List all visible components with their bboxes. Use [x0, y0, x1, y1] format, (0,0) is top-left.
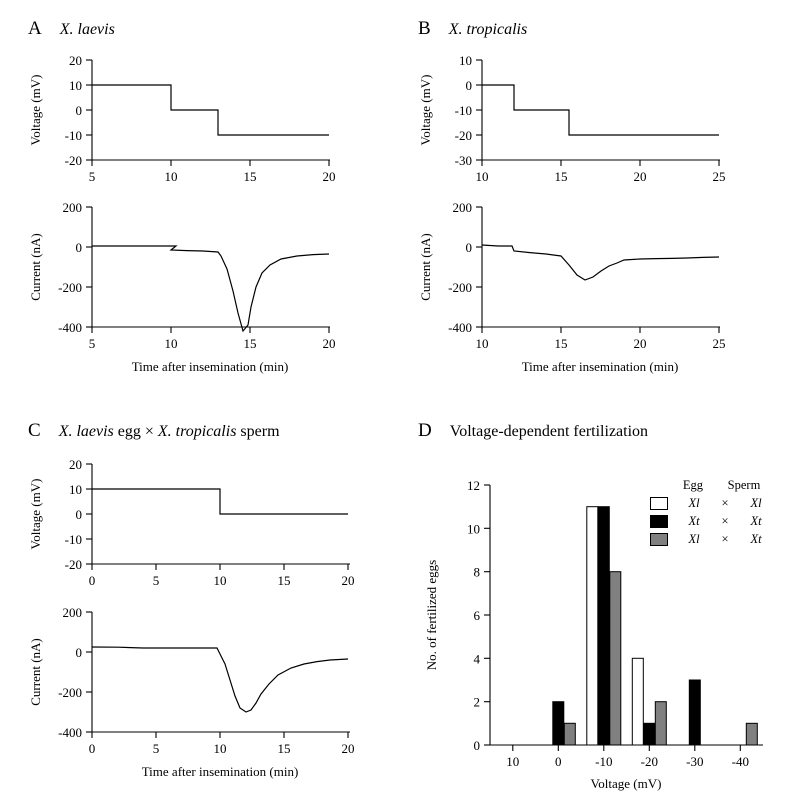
- tick-label: -200: [58, 685, 82, 700]
- tick-label: 200: [452, 200, 472, 215]
- panel-d-title: Voltage-dependent fertilization: [449, 423, 649, 440]
- panel-a-title: X. laevis: [59, 21, 115, 38]
- legend-cross-icon: ×: [721, 514, 729, 528]
- tick-label: -30: [454, 153, 472, 168]
- tick-label: 15: [243, 169, 257, 184]
- tick-label: 10: [213, 741, 227, 756]
- tick-label: 2: [473, 694, 480, 710]
- tick-label: 8: [473, 564, 480, 580]
- tick-label: -200: [448, 280, 472, 295]
- tick-label: -30: [686, 754, 704, 769]
- tick-label: 15: [277, 573, 291, 588]
- legend-swatch-xl-xt: [650, 533, 668, 546]
- tick-label: -40: [731, 754, 749, 769]
- tick-label: 0: [555, 754, 562, 769]
- tick-label: 5: [88, 169, 96, 184]
- chart-a-voltage: [20, 48, 360, 188]
- tick-label: 5: [88, 336, 96, 351]
- tick-label: 200: [62, 605, 82, 620]
- legend-cross-icon: ×: [721, 532, 729, 546]
- tick-label: 20: [633, 336, 647, 351]
- panel-c-title-mid-1: egg ×: [113, 423, 158, 440]
- bar-xt-xt-m10mV: [598, 507, 609, 745]
- tick-label: 10: [475, 336, 489, 351]
- x-axis-title: Time after insemination (min): [131, 359, 289, 374]
- tick-label: 20: [633, 169, 647, 184]
- panel-a: [28, 18, 115, 40]
- tick-label: 10: [164, 169, 178, 184]
- tick-label: 25: [712, 169, 726, 184]
- tick-label: 4: [473, 651, 480, 667]
- legend-sperm-label: Xt: [750, 532, 762, 546]
- legend-egg-label: Xl: [688, 532, 700, 546]
- tick-label: 10: [475, 169, 489, 184]
- tick-label: 15: [554, 336, 568, 351]
- y-axis-title: Current (nA): [28, 638, 43, 706]
- bar-xl-xt-m40mV: [746, 723, 757, 745]
- panel-a-letter: A: [28, 18, 42, 39]
- panel-c-title-mid-2: sperm: [236, 423, 280, 440]
- tick-label: -20: [454, 128, 472, 143]
- bar-xt-xt-0mV: [553, 702, 564, 745]
- tick-label: 0: [465, 240, 472, 255]
- tick-label: 0: [88, 573, 96, 588]
- chart-c-current: [20, 600, 380, 780]
- tick-label: 6: [473, 608, 480, 623]
- bar-xl-xl-m10mV: [587, 507, 598, 745]
- voltage-trace: [92, 85, 329, 135]
- tick-label: 20: [322, 336, 336, 351]
- tick-label: 10: [213, 573, 227, 588]
- tick-label: -10: [64, 128, 82, 143]
- chart-b-voltage: [410, 48, 750, 188]
- tick-label: 0: [75, 240, 82, 255]
- tick-label: -400: [448, 320, 472, 335]
- tick-label: 10: [506, 754, 520, 769]
- current-trace: [92, 647, 348, 712]
- chart-c-voltage: [20, 452, 380, 592]
- bar-xt-xt-m30mV: [689, 680, 700, 745]
- tick-label: 10: [69, 78, 82, 93]
- panel-d: [418, 420, 648, 442]
- legend-row: [650, 514, 785, 529]
- y-axis-title: Voltage (mV): [28, 74, 43, 146]
- legend-header-sperm: Sperm: [727, 478, 761, 492]
- voltage-trace: [92, 489, 348, 514]
- tick-label: 12: [467, 478, 480, 493]
- tick-label: 15: [277, 741, 291, 756]
- legend-cross-icon: ×: [721, 496, 729, 510]
- tick-label: 0: [473, 738, 480, 753]
- tick-label: 20: [69, 53, 82, 68]
- tick-label: 20: [341, 741, 355, 756]
- panel-c: [28, 420, 280, 442]
- legend-egg-label: Xl: [688, 496, 700, 510]
- chart-a-current: [20, 195, 360, 375]
- y-axis-title: Current (nA): [28, 233, 43, 301]
- tick-label: 10: [459, 53, 472, 68]
- tick-label: 10: [467, 521, 480, 537]
- panel-b: [418, 18, 527, 40]
- tick-label: 15: [554, 169, 568, 184]
- tick-label: 0: [88, 741, 96, 756]
- tick-label: 20: [322, 169, 336, 184]
- bar-xl-xt-0mV: [564, 723, 575, 745]
- voltage-trace: [482, 85, 719, 135]
- legend-row: [650, 496, 785, 511]
- chart-b-current: [410, 195, 750, 375]
- tick-label: 0: [75, 645, 82, 660]
- bar-xl-xl-m20mV: [632, 658, 643, 745]
- panel-c-title-species-2: X. tropicalis: [157, 423, 237, 440]
- bar-xt-xt-m20mV: [644, 723, 655, 745]
- panel-b-letter: B: [418, 18, 431, 39]
- y-axis-title: Voltage (mV): [418, 74, 433, 146]
- panel-c-letter: C: [28, 420, 41, 441]
- tick-label: 15: [243, 336, 257, 351]
- tick-label: 10: [69, 482, 82, 497]
- current-trace: [92, 246, 329, 331]
- tick-label: -10: [64, 532, 82, 547]
- tick-label: 25: [712, 336, 726, 351]
- tick-label: 200: [62, 200, 82, 215]
- tick-label: -10: [595, 754, 613, 769]
- tick-label: 0: [465, 78, 472, 93]
- tick-label: 20: [69, 457, 82, 472]
- tick-label: -400: [58, 320, 82, 335]
- legend: [650, 478, 785, 547]
- legend-egg-label: Xt: [688, 514, 700, 528]
- tick-label: -400: [58, 725, 82, 740]
- tick-label: 5: [152, 573, 160, 588]
- tick-label: 20: [341, 573, 355, 588]
- tick-label: 10: [164, 336, 178, 351]
- bar-xl-xt-m10mV: [610, 572, 621, 745]
- current-trace: [482, 245, 719, 280]
- tick-label: -10: [454, 103, 472, 118]
- panel-c-title-species-1: X. laevis: [58, 423, 114, 440]
- bar-xl-xt-m20mV: [655, 702, 666, 745]
- tick-label: -20: [640, 754, 658, 769]
- legend-swatch-xl-xl: [650, 497, 668, 510]
- panel-b-title: X. tropicalis: [448, 21, 528, 38]
- tick-label: -20: [64, 557, 82, 572]
- legend-row: [650, 532, 785, 547]
- x-axis-title: Time after insemination (min): [141, 764, 299, 779]
- legend-header-egg: Egg: [682, 478, 704, 492]
- y-axis-title: No. of fertilized eggs: [424, 559, 439, 671]
- x-axis-title: Voltage (mV): [590, 776, 662, 791]
- panel-d-letter: D: [418, 420, 432, 441]
- legend-sperm-label: Xt: [750, 514, 762, 528]
- x-axis-title: Time after insemination (min): [521, 359, 679, 374]
- tick-label: 0: [75, 103, 82, 118]
- legend-sperm-label: Xl: [750, 496, 762, 510]
- legend-swatch-xt-xt: [650, 515, 668, 528]
- tick-label: -200: [58, 280, 82, 295]
- y-axis-title: Voltage (mV): [28, 478, 43, 550]
- tick-label: -20: [64, 153, 82, 168]
- tick-label: 0: [75, 507, 82, 522]
- tick-label: 5: [152, 741, 160, 756]
- y-axis-title: Current (nA): [418, 233, 433, 301]
